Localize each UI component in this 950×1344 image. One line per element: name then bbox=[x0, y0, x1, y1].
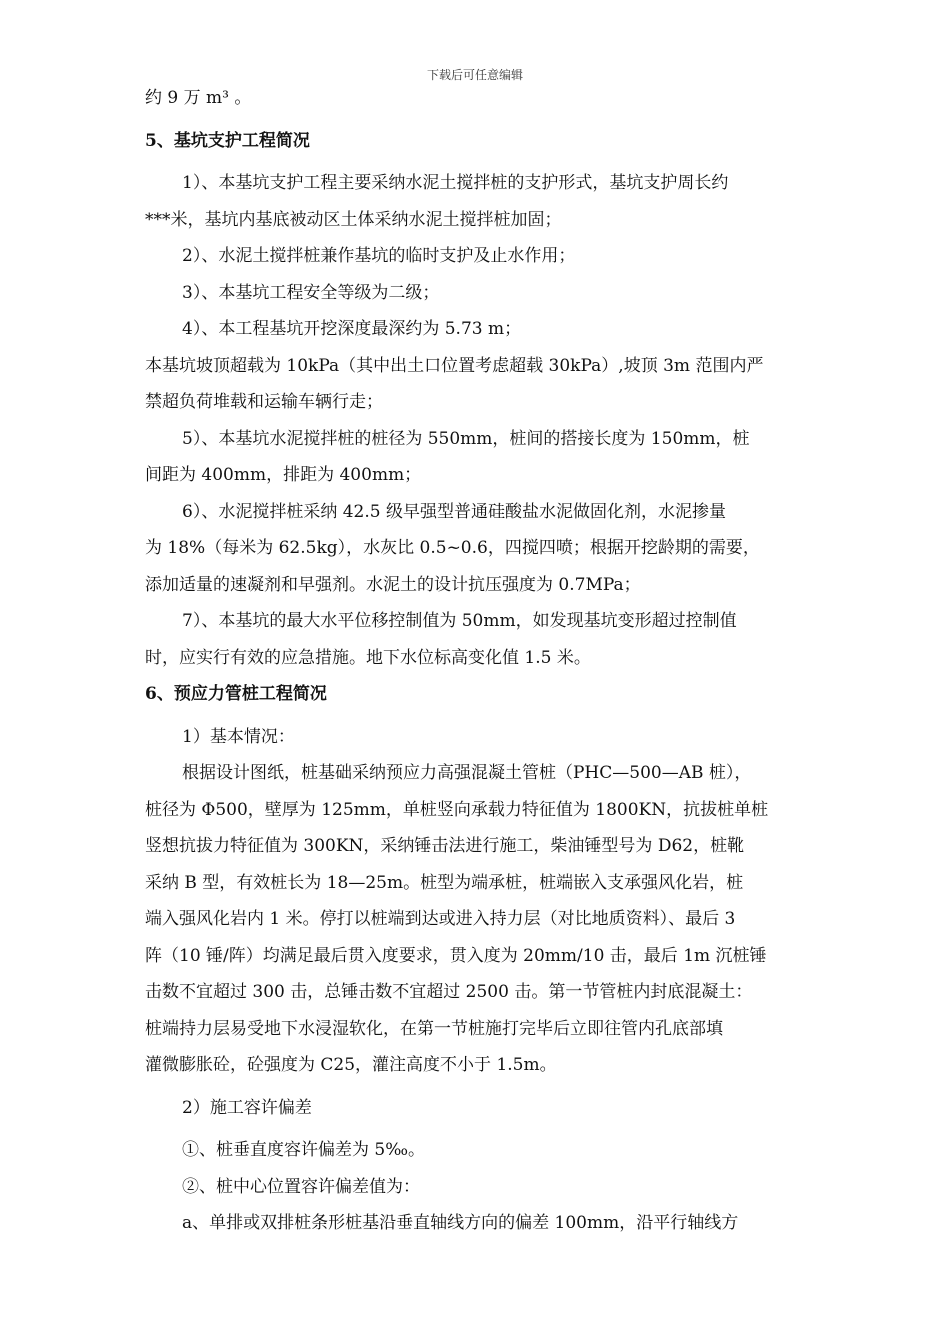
text-line: 竖想抗拔力特征值为 300KN，采纳锤击法进行施工，柴油锤型号为 D62，桩靴 bbox=[145, 836, 745, 856]
section-heading: 5、基坑支护工程简况 bbox=[145, 130, 310, 151]
text-line: 约 9 万 m³ 。 bbox=[145, 88, 252, 108]
text-line: a、单排或双排桩条形桩基沿垂直轴线方向的偏差 100mm，沿平行轴线方 bbox=[182, 1213, 739, 1233]
text-line: 本基坑坡顶超载为 10kPa（其中出土口位置考虑超载 30kPa）,坡顶 3m 范围内严 bbox=[145, 355, 764, 376]
text-line: ②、桩中心位置容许偏差值为： bbox=[182, 1176, 420, 1197]
text-line: 根据设计图纸，桩基础采纳预应力高强混凝土管桩（PHC—500—AB 桩）， bbox=[182, 763, 752, 783]
text-line: 添加适量的速凝剂和早强剂。水泥土的设计抗压强度为 0.7MPa； bbox=[145, 574, 641, 595]
text-line: 阵（10 锤/阵）均满足最后贯入度要求，贯入度为 20mm/10 击，最后 1m 沉桩锤 bbox=[145, 945, 767, 966]
text-line: 为 18%（每米为 62.5kg），水灰比 0.5~0.6，四搅四喷；根据开挖龄期的需要， bbox=[145, 538, 760, 558]
text-line: 击数不宜超过 300 击，总锤击数不宜超过 2500 击。第一节管桩内封底混凝土： bbox=[145, 982, 753, 1002]
text-line: ①、桩垂直度容许偏差为 5‰。 bbox=[182, 1140, 426, 1160]
text-line: 2）施工容许偏差 bbox=[182, 1097, 312, 1118]
text-line: 7）、本基坑的最大水平位移控制值为 50mm，如发现基坑变形超过控制值 bbox=[182, 611, 737, 631]
text-line: 3）、本基坑工程安全等级为二级； bbox=[182, 282, 440, 303]
text-line: 1）、本基坑支护工程主要采纳水泥土搅拌桩的支护形式，基坑支护周长约 bbox=[182, 173, 729, 193]
text-line: 桩径为 Φ500，壁厚为 125mm，单桩竖向承载力特征值为 1800KN，抗拔桩单桩 bbox=[145, 799, 769, 820]
text-line: 4）、本工程基坑开挖深度最深约为 5.73 m； bbox=[182, 319, 522, 339]
text-line: 时，应实行有效的应急措施。地下水位标高变化值 1.5 米。 bbox=[145, 647, 591, 668]
text-line: ***米，基坑内基底被动区土体采纳水泥土搅拌桩加固； bbox=[145, 209, 562, 230]
text-line: 桩端持力层易受地下水浸湿软化，在第一节桩施打完毕后立即往管内孔底部填 bbox=[145, 1018, 723, 1039]
text-line: 采纳 B 型，有效桩长为 18—25m。桩型为端承桩，桩端嵌入支承强风化岩，桩 bbox=[145, 872, 744, 893]
document-body bbox=[145, 80, 810, 1242]
text-line: 1）基本情况： bbox=[182, 726, 295, 747]
header-note: 下载后可任意编辑 bbox=[426, 68, 523, 82]
text-line: 6）、水泥搅拌桩采纳 42.5 级早强型普通硅酸盐水泥做固化剂，水泥掺量 bbox=[182, 501, 726, 522]
text-line: 间距为 400mm，排距为 400mm； bbox=[145, 465, 422, 485]
text-line: 灌微膨胀砼，砼强度为 C25，灌注高度不小于 1.5m。 bbox=[145, 1055, 557, 1075]
section-heading: 6、预应力管桩工程简况 bbox=[145, 684, 327, 704]
text-line: 2）、水泥土搅拌桩兼作基坑的临时支护及止水作用； bbox=[182, 246, 576, 266]
text-line: 端入强风化岩内 1 米。停打以桩端到达或进入持力层（对比地质资料）、最后 3 bbox=[145, 909, 736, 929]
text-line: 5）、本基坑水泥搅拌桩的桩径为 550mm，桩间的搭接长度为 150mm，桩 bbox=[182, 428, 750, 449]
text-line: 禁超负荷堆载和运输车辆行走； bbox=[145, 392, 383, 412]
